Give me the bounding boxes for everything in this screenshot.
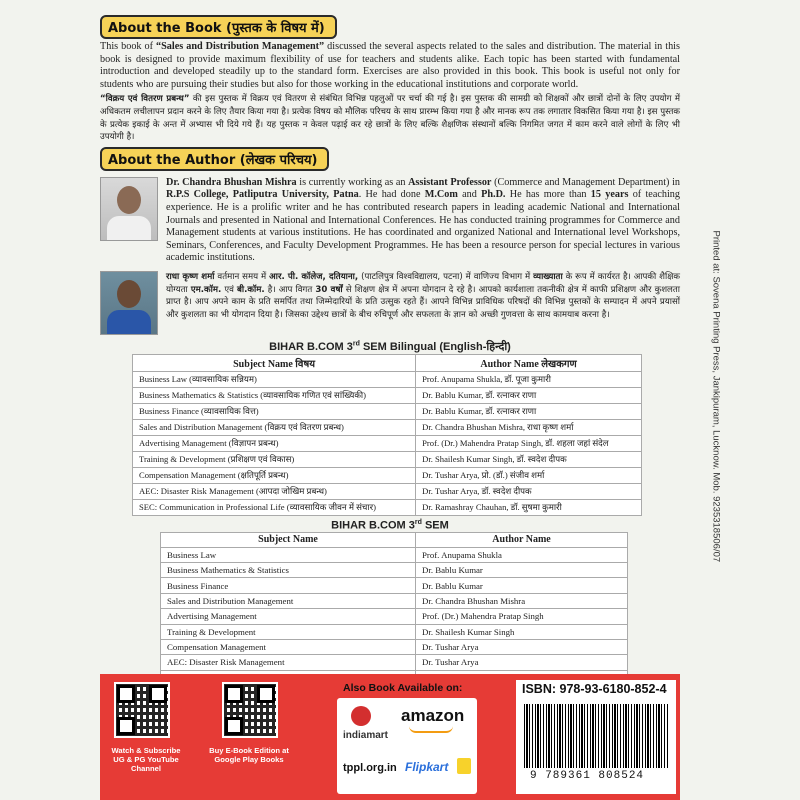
about-book-heading: About the Book (पुस्तक के विषय में) [100,15,337,39]
subject-cell: Training & Development [161,624,416,639]
ebook-caption: Buy E-Book Edition at Google Play Books [209,746,289,764]
flipkart-logo[interactable]: Flipkart [405,760,449,774]
about-book-hindi [100,93,680,143]
subject-cell: Sales and Distribution Management [161,593,416,608]
text: के रूप में कार्यरत है। आपकी शैक्षिक योग्यता [166,271,680,295]
subject-cell: SEC: Communication in Professional Life (व्यावसायिक जीवन में संचार) [133,499,416,515]
text: rd [414,518,422,526]
subject-cell: Business Mathematics & Statistics [161,562,416,577]
table-row [133,483,642,499]
text: He has more than [505,189,591,201]
author-cell: Dr. Tushar Arya, डॉ. स्वदेश दीपक [416,483,642,499]
author-cell: Dr. Tushar Arya, प्रो. (डॉ.) संजीव शर्मा [416,467,642,483]
bilingual-table-title [100,339,680,354]
table-row [161,547,628,562]
text: discussed the several aspects related to the sales and distribution. The material in this book is designed to provide maximum flexibility of use for teachers and students alike. Each topic has been started with fundamental introduction and developed steadily up to the standard form. Exercises are also provided in this book. This book is useful not only for students who are pursuing their studies but also for those working in the educational institutions and corporate world. [100,41,680,90]
isbn-number: ISBN: 978-93-6180-852-4 [522,682,667,696]
barcode-icon [524,704,668,768]
printer-note-text: Printed at: Sovena Printing Press, Jankipuram, Lucknow. Mob. 9235318506/07 [710,230,722,563]
isbn-block [516,680,676,794]
author-2-college: आर. पी. कॉलेज, दतियाना, [269,271,359,282]
author-cell: Dr. Bablu Kumar, डॉ. रत्नाकर राणा [416,403,642,419]
about-book-english [100,41,680,91]
author-2-name: राधा कृष्ण शर्मा [166,271,215,282]
printer-note [706,230,726,575]
subject-cell: Compensation Management (क्षतिपूर्ति प्रबन्ध) [133,467,416,483]
author-2-bio [166,271,680,335]
youtube-caption: Watch & Subscribe UG & PG YouTube Channel [111,746,181,773]
table-row [133,467,642,483]
text: SEM [421,519,449,532]
subject-cell: Advertising Management [161,609,416,624]
author-cell: Dr. Ramashray Chauhan, डॉ. सुषमा कुमारी [416,499,642,515]
author-cell: Dr. Chandra Bhushan Mishra [416,593,628,608]
author-cell: Prof. (Dr.) Mahendra Pratap Singh, डॉ. शहला जहां संदेल [416,435,642,451]
about-author-heading: About the Author (लेखक परिचय) [100,147,329,171]
author-2-degree: एम.कॉम. [190,284,222,295]
text: (Commerce and Management Department) in [491,176,680,188]
subject-cell: Business Law [161,547,416,562]
cover-content [100,15,680,686]
author-2-years: 30 वर्षों [315,284,343,295]
text: की इस पुस्तक में विक्रय एवं वितरण से संबंधित विभिन्न पहलुओं पर चर्चा की गई है। इस पुस्तक की सामग्री को शिक्षकों और छात्रों दोनों के लिए उपयोग में अधिकतम लचीलापन प्रदान करने के लिए तैयार किया गया है। प्रत्येक विषय को मौलिक परिचय के साथ प्रारम्भ किया गया है और मानक रूप तक लगातार विकसित किया गया है। इस पुस्तक के प्रत्येक इकाई के अन्त में अभ्यास भी दिये गये हैं। यह पुस्तक न केवल पढ़ाई कर रहे छात्रों के लिए बल्कि शैक्षणिक संस्थानों बल्कि निगमित जगत में काम करने वाले लोगों के लिए भी उपयोगी है। [100,94,680,143]
text: This book of [100,41,157,52]
table-row [133,403,642,419]
table-row [161,639,628,654]
barcode-number: 9 789361 808524 [530,770,645,782]
author-2-degree: बी.कॉम. [237,284,265,295]
author-1-photo [100,177,158,241]
subject-cell: Business Finance (व्यावसायिक वित्त) [133,403,416,419]
author-cell: Dr. Bablu Kumar [416,578,628,593]
subject-cell: Advertising Management (विज्ञापन प्रबन्ध) [133,435,416,451]
author-1-college: R.P.S College, Patliputra University, Patna [166,189,359,201]
column-header: Subject Name विषय [133,354,416,371]
subject-cell: AEC: Disaster Risk Management (आपदा जोखिम प्रबन्ध) [133,483,416,499]
author-2-role: व्याख्याता [533,271,563,282]
text: of teaching experience. He is a prolific writer and he has contributed research papers in leading academic National and International Journals and presented in National and International Conferences. He has conducted training programmes for Commerce and Management students at various institutions. He has coordinated and organized National and International level Workshops, Seminars, Conferences, and Faculty Development Programmes. He has been a resource person for special lectures in various academic institutions. [166,189,680,264]
table-row [133,451,642,467]
author-cell: Prof. (Dr.) Mahendra Pratap Singh [416,609,628,624]
text: BIHAR B.COM 3 [331,519,415,532]
text: SEM Bilingual (English-हिन्दी) [359,340,511,353]
author-2 [100,271,680,335]
flipkart-bag-icon [457,758,471,774]
subject-cell: Business Law (व्यावसायिक सन्नियम) [133,371,416,387]
book-title: “Sales and Distribution Management” [156,41,325,52]
book-title-hindi: “विक्रय एवं वितरण प्रबन्ध” [100,94,190,105]
indiamart-logo[interactable]: indiamart [343,730,389,741]
table-row [133,419,642,435]
table-row [133,387,642,403]
author-cell: Dr. Shailesh Kumar Singh, डॉ. स्वदेश दीपक [416,451,642,467]
table-row [161,655,628,670]
bilingual-table [132,354,642,516]
author-1-name: Dr. Chandra Bhushan Mishra [166,176,297,188]
table-row [133,499,642,515]
author-cell: Prof. Anupama Shukla [416,547,628,562]
ebook-qr-code[interactable] [222,682,278,738]
indiamart-icon [351,706,371,726]
text: and [457,189,482,201]
subject-cell: Business Mathematics & Statistics (व्यावसायिक गणित एवं सांख्यिकी) [133,387,416,403]
text: एवं [221,284,238,295]
text: . He had done [358,189,425,201]
subject-cell: Compensation Management [161,639,416,654]
footer-banner [100,674,680,800]
table-row [161,562,628,577]
author-2-photo [100,271,158,335]
table-row [161,609,628,624]
text: rd [352,340,360,348]
text: (पाटलिपुत्र विश्वविद्यालय, पटना) में वाणिज्य विभाग में [358,271,534,282]
author-1-bio [166,177,680,265]
author-cell: Dr. Shailesh Kumar Singh [416,624,628,639]
column-header: Subject Name [161,532,416,547]
author-cell: Dr. Bablu Kumar [416,562,628,577]
author-1-degree: M.Com [424,189,458,201]
text: वर्तमान समय में [214,271,270,282]
column-header: Author Name लेखकगण [416,354,642,371]
table-row [133,435,642,451]
subject-cell: Training & Development (प्रशिक्षण एवं विकास) [133,451,416,467]
author-cell: Dr. Tushar Arya [416,639,628,654]
author-cell: Dr. Chandra Bhushan Mishra, राधा कृष्ण शर्मा [416,419,642,435]
column-header: Author Name [416,532,628,547]
text: से शिक्षण क्षेत्र में अपना योगदान दे रहे है। आपको कार्यशाला तकनीकी क्षेत्र में काफी प्रशिक्षण और कुशलता प्राप्त है। आप अपने काम के प्रति समर्पित तथा जिम्मेदारियों के प्रति उत्सुक रहते हैं। आपने विभिन्न प्राविधिक परिषदों की विभिन्न पुस्तकों के सम्पादन में अपने प्रयासों और कुशलता का भी योगदान दिया है। जिसका उद्देश्य छात्रों के बीच रुचिपूर्ण और सफलता के ज्ञान को अच्छी गुणवत्ता के साथ कामयाब करना है। [166,284,681,320]
author-cell: Dr. Bablu Kumar, डॉ. रत्नाकर राणा [416,387,642,403]
author-cell: Dr. Tushar Arya [416,655,628,670]
store-logos [337,698,477,794]
text: is currently working as an [296,176,409,188]
subject-cell: Business Finance [161,578,416,593]
youtube-qr-code[interactable] [114,682,170,738]
text: है। आप विगत [264,284,316,295]
table-row [161,624,628,639]
subject-cell: AEC: Disaster Risk Management [161,655,416,670]
author-1 [100,177,680,265]
author-1-degree: Ph.D. [481,189,506,201]
table-row [161,593,628,608]
english-table [160,532,628,687]
table-row [133,371,642,387]
author-1-years: 15 years [590,189,629,201]
amazon-logo[interactable]: amazon [401,706,465,725]
amazon-smile-icon [409,726,453,733]
author-cell: Prof. Anupama Shukla, डॉ. पूजा कुमारी [416,371,642,387]
available-label: Also Book Available on: [343,682,463,694]
tppl-logo[interactable]: tppl.org.in [343,762,397,774]
table-row [161,578,628,593]
author-1-role: Assistant Professor [408,176,492,188]
text: BIHAR B.COM 3 [269,340,353,353]
subject-cell: Sales and Distribution Management (विक्रय एवं वितरण प्रबन्ध) [133,419,416,435]
english-table-title [100,519,680,532]
